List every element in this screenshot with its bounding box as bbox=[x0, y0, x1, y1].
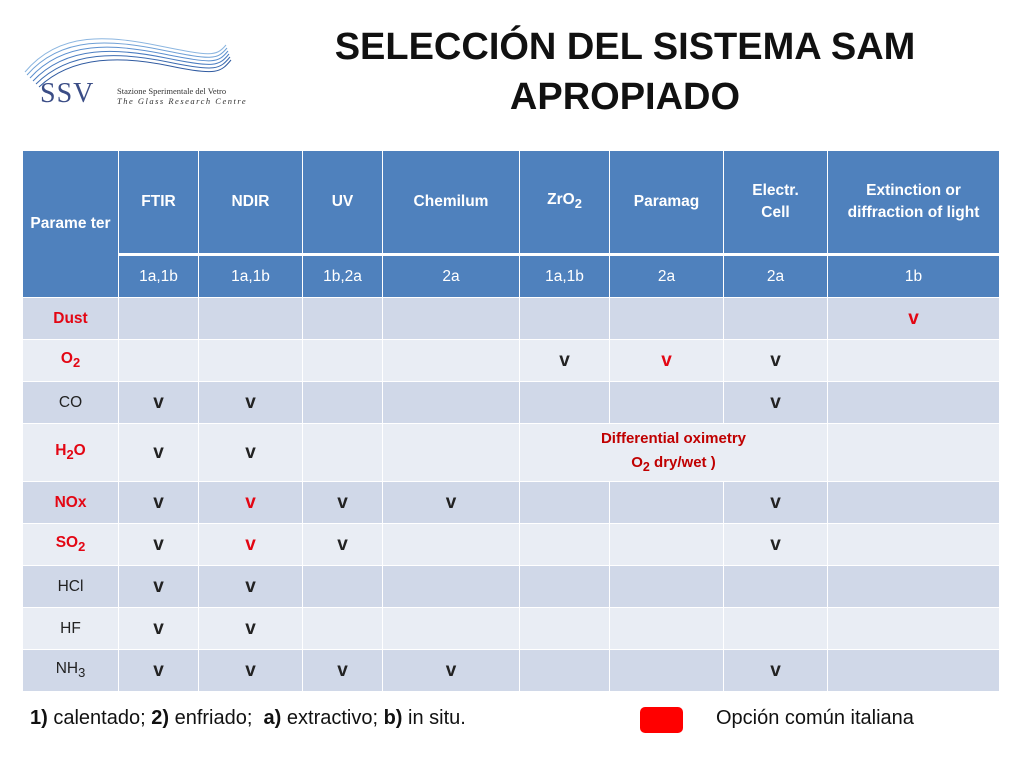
cell bbox=[303, 340, 383, 382]
code-zro2: 1a,1b bbox=[520, 255, 610, 298]
cell bbox=[383, 424, 520, 482]
zro-label: ZrO bbox=[547, 190, 575, 208]
table-row bbox=[23, 608, 1000, 650]
code-ndir: 1a,1b bbox=[199, 255, 303, 298]
check-mark: v bbox=[199, 524, 303, 566]
header-parameter bbox=[23, 151, 119, 298]
cell bbox=[828, 608, 1000, 650]
cell bbox=[119, 340, 199, 382]
diff-o: O bbox=[631, 453, 643, 471]
header-col-zro2 bbox=[520, 151, 610, 255]
logo-subtitle bbox=[117, 86, 247, 106]
check-mark: v bbox=[724, 650, 828, 692]
header-col-ndir: NDIR bbox=[199, 151, 303, 255]
o2-sub: 2 bbox=[72, 355, 81, 371]
row-label-co: CO bbox=[23, 382, 119, 424]
header-col-paramag: Paramag bbox=[610, 151, 724, 255]
page-title: SELECCIÓN DEL SISTEMA SAM APROPIADO bbox=[334, 26, 916, 118]
h2o-sub: 2 bbox=[66, 447, 74, 463]
code-uv: 1b,2a bbox=[303, 255, 383, 298]
cell bbox=[383, 298, 520, 340]
cell bbox=[520, 650, 610, 692]
check-mark: v bbox=[520, 340, 610, 382]
cell bbox=[610, 608, 724, 650]
cell bbox=[383, 524, 520, 566]
fn-key-2: 2) bbox=[151, 707, 170, 729]
so2-sub: 2 bbox=[78, 539, 86, 555]
check-mark: v bbox=[119, 650, 199, 692]
cell bbox=[520, 298, 610, 340]
row-label-hf: HF bbox=[23, 608, 119, 650]
electr-cell-label: Electr. Cell bbox=[752, 182, 799, 221]
row-label-hcl: HCl bbox=[23, 566, 119, 608]
legend-swatch bbox=[640, 707, 683, 733]
cell bbox=[383, 340, 520, 382]
cell bbox=[303, 608, 383, 650]
fn-text-a: extractivo; bbox=[281, 707, 384, 729]
cell bbox=[828, 566, 1000, 608]
check-mark: v bbox=[303, 482, 383, 524]
o2-label: O bbox=[60, 350, 73, 368]
logo-line1: Stazione Sperimentale del Vetro bbox=[117, 86, 227, 96]
nh3-sub: 3 bbox=[78, 665, 86, 681]
check-mark: v bbox=[383, 482, 520, 524]
diff-line2 bbox=[520, 451, 827, 479]
sam-selection-table bbox=[22, 150, 1000, 692]
code-chemilum: 2a bbox=[383, 255, 520, 298]
check-mark: v bbox=[119, 566, 199, 608]
differential-oximetry-note bbox=[520, 424, 828, 482]
cell bbox=[610, 566, 724, 608]
zro-sub: 2 bbox=[574, 196, 582, 212]
header-col-ftir: FTIR bbox=[119, 151, 199, 255]
cell bbox=[520, 382, 610, 424]
table-row bbox=[23, 298, 1000, 340]
check-mark: v bbox=[199, 482, 303, 524]
cell bbox=[303, 298, 383, 340]
row-label-so2 bbox=[23, 524, 119, 566]
code-ftir: 1a,1b bbox=[119, 255, 199, 298]
table-row bbox=[23, 482, 1000, 524]
cell bbox=[724, 566, 828, 608]
nh3-label: NH bbox=[55, 660, 79, 678]
diff-post: dry/wet ) bbox=[649, 453, 716, 471]
check-mark: v bbox=[199, 566, 303, 608]
header-col-electr-cell bbox=[724, 151, 828, 255]
header-parameter-label: Parame ter bbox=[30, 215, 111, 232]
cell bbox=[303, 566, 383, 608]
so2-label: SO bbox=[55, 534, 79, 552]
cell bbox=[724, 298, 828, 340]
fn-text-2: enfriado; bbox=[169, 707, 264, 729]
cell bbox=[828, 524, 1000, 566]
cell bbox=[610, 482, 724, 524]
check-mark: v bbox=[610, 340, 724, 382]
header-col-extinction bbox=[828, 151, 1000, 255]
check-mark: v bbox=[199, 382, 303, 424]
cell bbox=[383, 382, 520, 424]
fn-text-1: calentado; bbox=[47, 707, 152, 729]
row-label-nh3 bbox=[23, 650, 119, 692]
header-col-chemilum: Chemilum bbox=[383, 151, 520, 255]
check-mark: v bbox=[199, 650, 303, 692]
cell bbox=[520, 524, 610, 566]
diff-sub: 2 bbox=[642, 459, 650, 474]
fn-key-1: 1) bbox=[30, 707, 48, 729]
cell bbox=[520, 566, 610, 608]
extinction-label: Extinction or diffraction of light bbox=[847, 182, 980, 221]
check-mark: v bbox=[119, 382, 199, 424]
check-mark: v bbox=[724, 482, 828, 524]
check-mark: v bbox=[119, 608, 199, 650]
h2o-post: O bbox=[73, 442, 86, 460]
check-mark: v bbox=[119, 424, 199, 482]
ssv-logo bbox=[22, 30, 248, 110]
table-row bbox=[23, 566, 1000, 608]
row-label-dust: Dust bbox=[23, 298, 119, 340]
cell bbox=[520, 608, 610, 650]
cell bbox=[383, 566, 520, 608]
cell bbox=[828, 340, 1000, 382]
logo-abbr: SSV bbox=[40, 78, 95, 109]
cell bbox=[828, 650, 1000, 692]
check-mark: v bbox=[383, 650, 520, 692]
cell bbox=[610, 524, 724, 566]
cell bbox=[383, 608, 520, 650]
table-row bbox=[23, 524, 1000, 566]
diff-line1: Differential oximetry bbox=[600, 429, 747, 447]
h2o-pre: H bbox=[55, 442, 67, 460]
check-mark: v bbox=[724, 340, 828, 382]
cell bbox=[119, 298, 199, 340]
legend-label: Opción común italiana bbox=[716, 707, 914, 729]
row-label-o2 bbox=[23, 340, 119, 382]
table-row bbox=[23, 382, 1000, 424]
cell bbox=[828, 424, 1000, 482]
table-row bbox=[23, 340, 1000, 382]
code-paramag: 2a bbox=[610, 255, 724, 298]
check-mark: v bbox=[724, 382, 828, 424]
check-mark: v bbox=[199, 424, 303, 482]
cell bbox=[199, 298, 303, 340]
cell bbox=[520, 482, 610, 524]
fn-key-b: b) bbox=[383, 707, 403, 729]
check-mark: v bbox=[828, 298, 1000, 340]
table-row bbox=[23, 650, 1000, 692]
cell bbox=[199, 340, 303, 382]
code-electr-cell: 2a bbox=[724, 255, 828, 298]
fn-key-a: a) bbox=[263, 707, 282, 729]
row-label-h2o bbox=[23, 424, 119, 482]
fn-text-b: in situ. bbox=[402, 707, 466, 729]
cell bbox=[828, 382, 1000, 424]
code-extinction: 1b bbox=[828, 255, 1000, 298]
cell bbox=[303, 424, 383, 482]
cell bbox=[610, 650, 724, 692]
cell bbox=[610, 298, 724, 340]
check-mark: v bbox=[303, 524, 383, 566]
cell bbox=[828, 482, 1000, 524]
check-mark: v bbox=[119, 482, 199, 524]
table-row bbox=[23, 424, 1000, 482]
check-mark: v bbox=[119, 524, 199, 566]
check-mark: v bbox=[199, 608, 303, 650]
logo-line2: The Glass Research Centre bbox=[117, 96, 248, 106]
cell bbox=[724, 608, 828, 650]
row-label-nox: NOx bbox=[23, 482, 119, 524]
header-col-uv: UV bbox=[303, 151, 383, 255]
check-mark: v bbox=[303, 650, 383, 692]
footnote bbox=[30, 707, 466, 730]
check-mark: v bbox=[724, 524, 828, 566]
cell bbox=[610, 382, 724, 424]
cell bbox=[303, 382, 383, 424]
